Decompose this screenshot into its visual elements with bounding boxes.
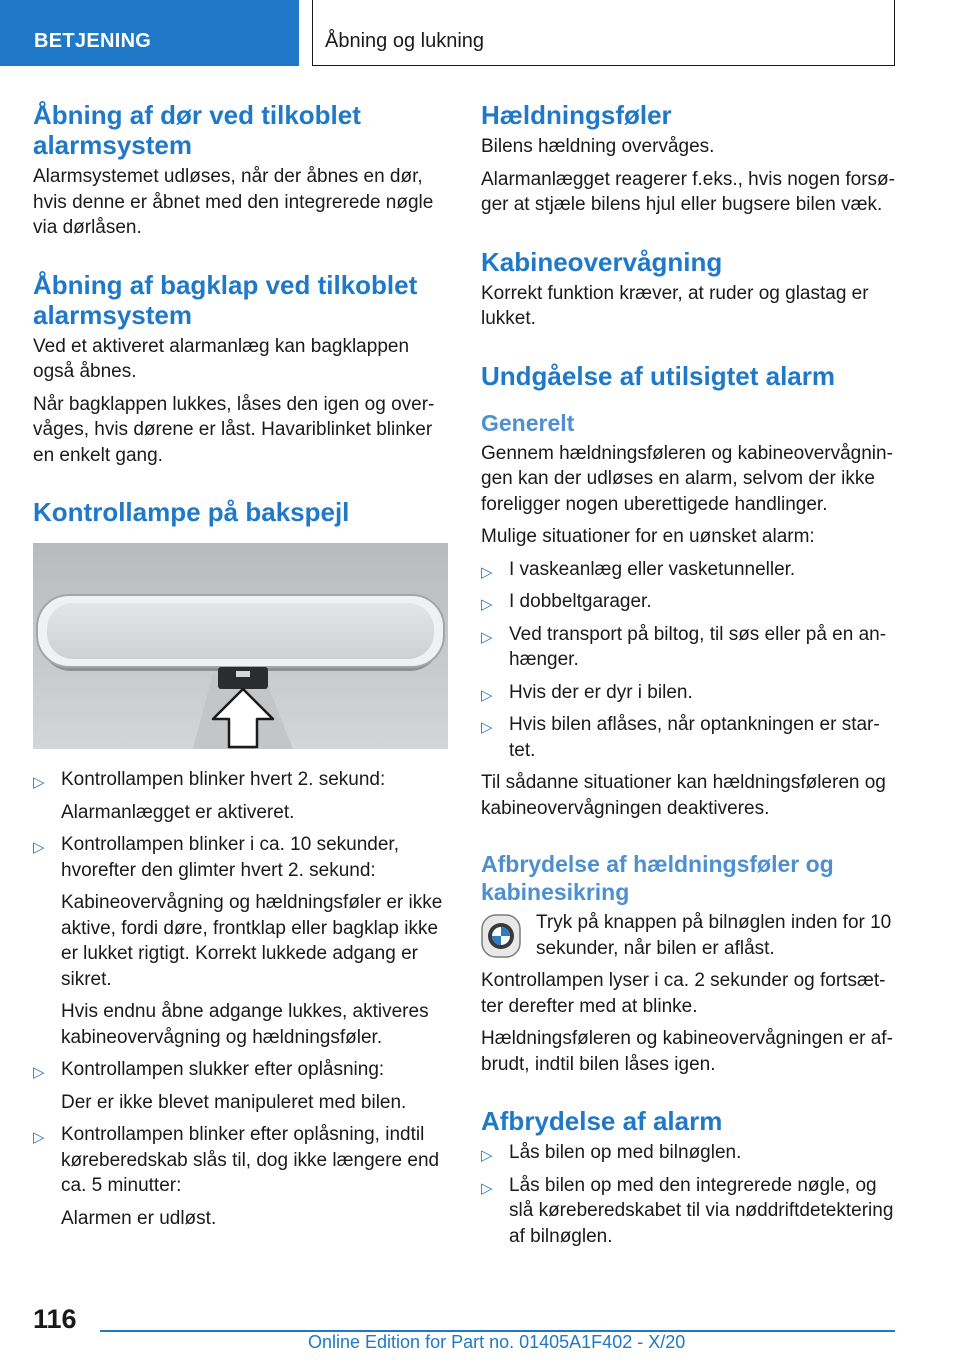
list-item (33, 1122, 448, 1231)
heading-deactivate-sensors: Afbrydelse af hældningsføler og kabinesikring (481, 851, 834, 905)
list-item (33, 832, 448, 1050)
situation-list (481, 557, 896, 764)
paragraph: Korrekt funktion kræver, at ruder og glastag er lukket. (481, 282, 869, 329)
list-item-text: Ved transport på biltog, til søs eller på en anhænger. (509, 623, 887, 670)
subheading-general: Generelt (481, 409, 575, 436)
bullet-triangle-icon: ▷ (481, 1179, 493, 1197)
key-instruction (481, 910, 896, 961)
list-item-text: Hvis der er dyr i bilen. (509, 681, 693, 703)
rearview-mirror-image (33, 543, 448, 749)
list-item-subtext: Alarmen er udløst. (61, 1207, 217, 1229)
heading-avoid-false-alarm: Undgåelse af utilsigtet alarm (481, 360, 835, 391)
paragraph: Til sådanne situationer kan hældningsføleren og kabineovervågningen deaktiveres. (481, 772, 886, 819)
list-item (481, 1173, 896, 1250)
heading-tailgate-opening: Åbning af bagklap ved tilkoblet alarmsystem (33, 269, 418, 330)
list-item-text: I dobbeltgarager. (509, 591, 652, 612)
heading-door-opening: Åbning af dør ved tilkoblet alarmsystem (33, 100, 361, 160)
bullet-triangle-icon: ▷ (481, 1147, 493, 1164)
left-column (33, 100, 448, 1238)
paragraph: Ved et aktiveret alarmanlæg kan bagklappen også åbnes. (33, 335, 410, 382)
bullet-triangle-icon: ▷ (481, 628, 493, 646)
bullet-triangle-icon: ▷ (481, 563, 493, 581)
header-chapter-box (312, 0, 895, 66)
paragraph: Hældningsføleren og kabineovervågningen er afbrudt, indtil bilen låses igen. (481, 1028, 893, 1075)
list-item (481, 1140, 896, 1166)
bullet-triangle-icon: ▷ (33, 839, 45, 856)
indicator-list (33, 767, 448, 1231)
list-item (481, 712, 896, 763)
list-item (481, 557, 896, 583)
paragraph: Alarmsystemet udløses, når der åbnes en dør, hvis denne er åbnet med den integrerede nøgle via dørlåsen. (33, 166, 434, 238)
list-item (481, 589, 896, 615)
paragraph: Mulige situationer for en uønsket alarm: (481, 526, 815, 547)
heading-indicator-lamp: Kontrollampe på bakspejl (33, 497, 350, 527)
list-item-text: I vaskeanlæg eller vasketunneller. (509, 558, 796, 580)
bullet-triangle-icon: ▷ (33, 1129, 45, 1146)
bullet-triangle-icon: ▷ (481, 719, 493, 736)
heading-interior-monitoring: Kabineovervågning (481, 246, 723, 277)
bullet-triangle-icon: ▷ (481, 596, 493, 613)
list-item (481, 622, 896, 673)
list-item-text: Lås bilen op med bilnøglen. (509, 1142, 742, 1163)
list-item-text: Hvis bilen aflåses, når optankningen er startet. (509, 714, 880, 761)
list-item-text: Lås bilen op med den integrerede nøgle, og slå køreberedskabet til via nøddriftdetektering af bilnøglen. (509, 1174, 894, 1247)
list-item-subtext: Hvis endnu åbne adgange lukkes, aktiveres kabineovervågning og hældningsføler. (61, 1001, 429, 1048)
paragraph: Alarmanlægget reagerer f.eks., hvis nogen forsøger at stjæle bilens hjul eller bugsere bilen væk. (481, 168, 895, 215)
heading-cancel-alarm: Afbrydelse af alarm (481, 1106, 723, 1136)
paragraph: Bilens hældning overvåges. (481, 136, 715, 157)
paragraph: Kontrollampen lyser i ca. 2 sekunder og fortsætter derefter med at blinke. (481, 970, 886, 1017)
bullet-triangle-icon: ▷ (481, 686, 493, 704)
list-item-text: Kontrollampen blinker efter oplåsning, indtil køreberedskab slås til, dog ikke længere end ca. 5 minutter: (61, 1124, 440, 1196)
list-item (33, 767, 448, 825)
page-number: 116 (33, 1304, 77, 1334)
footer-edition: Online Edition for Part no. 01405A1F402 - X/20 (308, 1332, 686, 1352)
heading-tilt-sensor: Hældningsføler (481, 100, 672, 130)
header-section-tab (0, 0, 299, 66)
paragraph: Tryk på knappen på bilnøglen inden for 10 sekunder, når bilen er aflåst. (536, 912, 892, 959)
list-item-subtext: Alarmanlægget er aktiveret. (61, 801, 295, 823)
list-item-text: Kontrollampen blinker hvert 2. sekund: (61, 769, 386, 790)
car-key-icon (481, 914, 521, 958)
header-chapter-label: Åbning og lukning (325, 30, 485, 52)
list-item-text: Kontrollampen slukker efter oplåsning: (61, 1059, 385, 1080)
list-item (33, 1057, 448, 1115)
cancel-alarm-list (481, 1140, 896, 1249)
right-column (481, 100, 896, 1256)
list-item-subtext: Kabineovervågning og hældningsføler er ikke aktive, fordi døre, frontklap eller bagklap ikke er lukket rigtigt. Korrekt lukkede adgang er sikret. (61, 892, 443, 990)
list-item-subtext: Der er ikke blevet manipuleret med bilen. (61, 1091, 407, 1113)
list-item (481, 680, 896, 706)
header-section-label: BETJENING (34, 30, 152, 52)
paragraph: Gennem hældningsføleren og kabineovervågningen kan der udløses en alarm, selvom der ikke foreligger nogen uberettigede handlinger. (481, 442, 893, 515)
bullet-triangle-icon: ▷ (33, 1064, 45, 1081)
list-item-text: Kontrollampen blinker i ca. 10 sekunder, hvorefter den glimter hvert 2. sekund: (61, 834, 399, 881)
bullet-triangle-icon: ▷ (33, 774, 45, 791)
paragraph: Når bagklappen lukkes, låses den igen og overvåges, hvis dørene er låst. Havariblinket blinker en enkelt gang. (33, 393, 435, 466)
